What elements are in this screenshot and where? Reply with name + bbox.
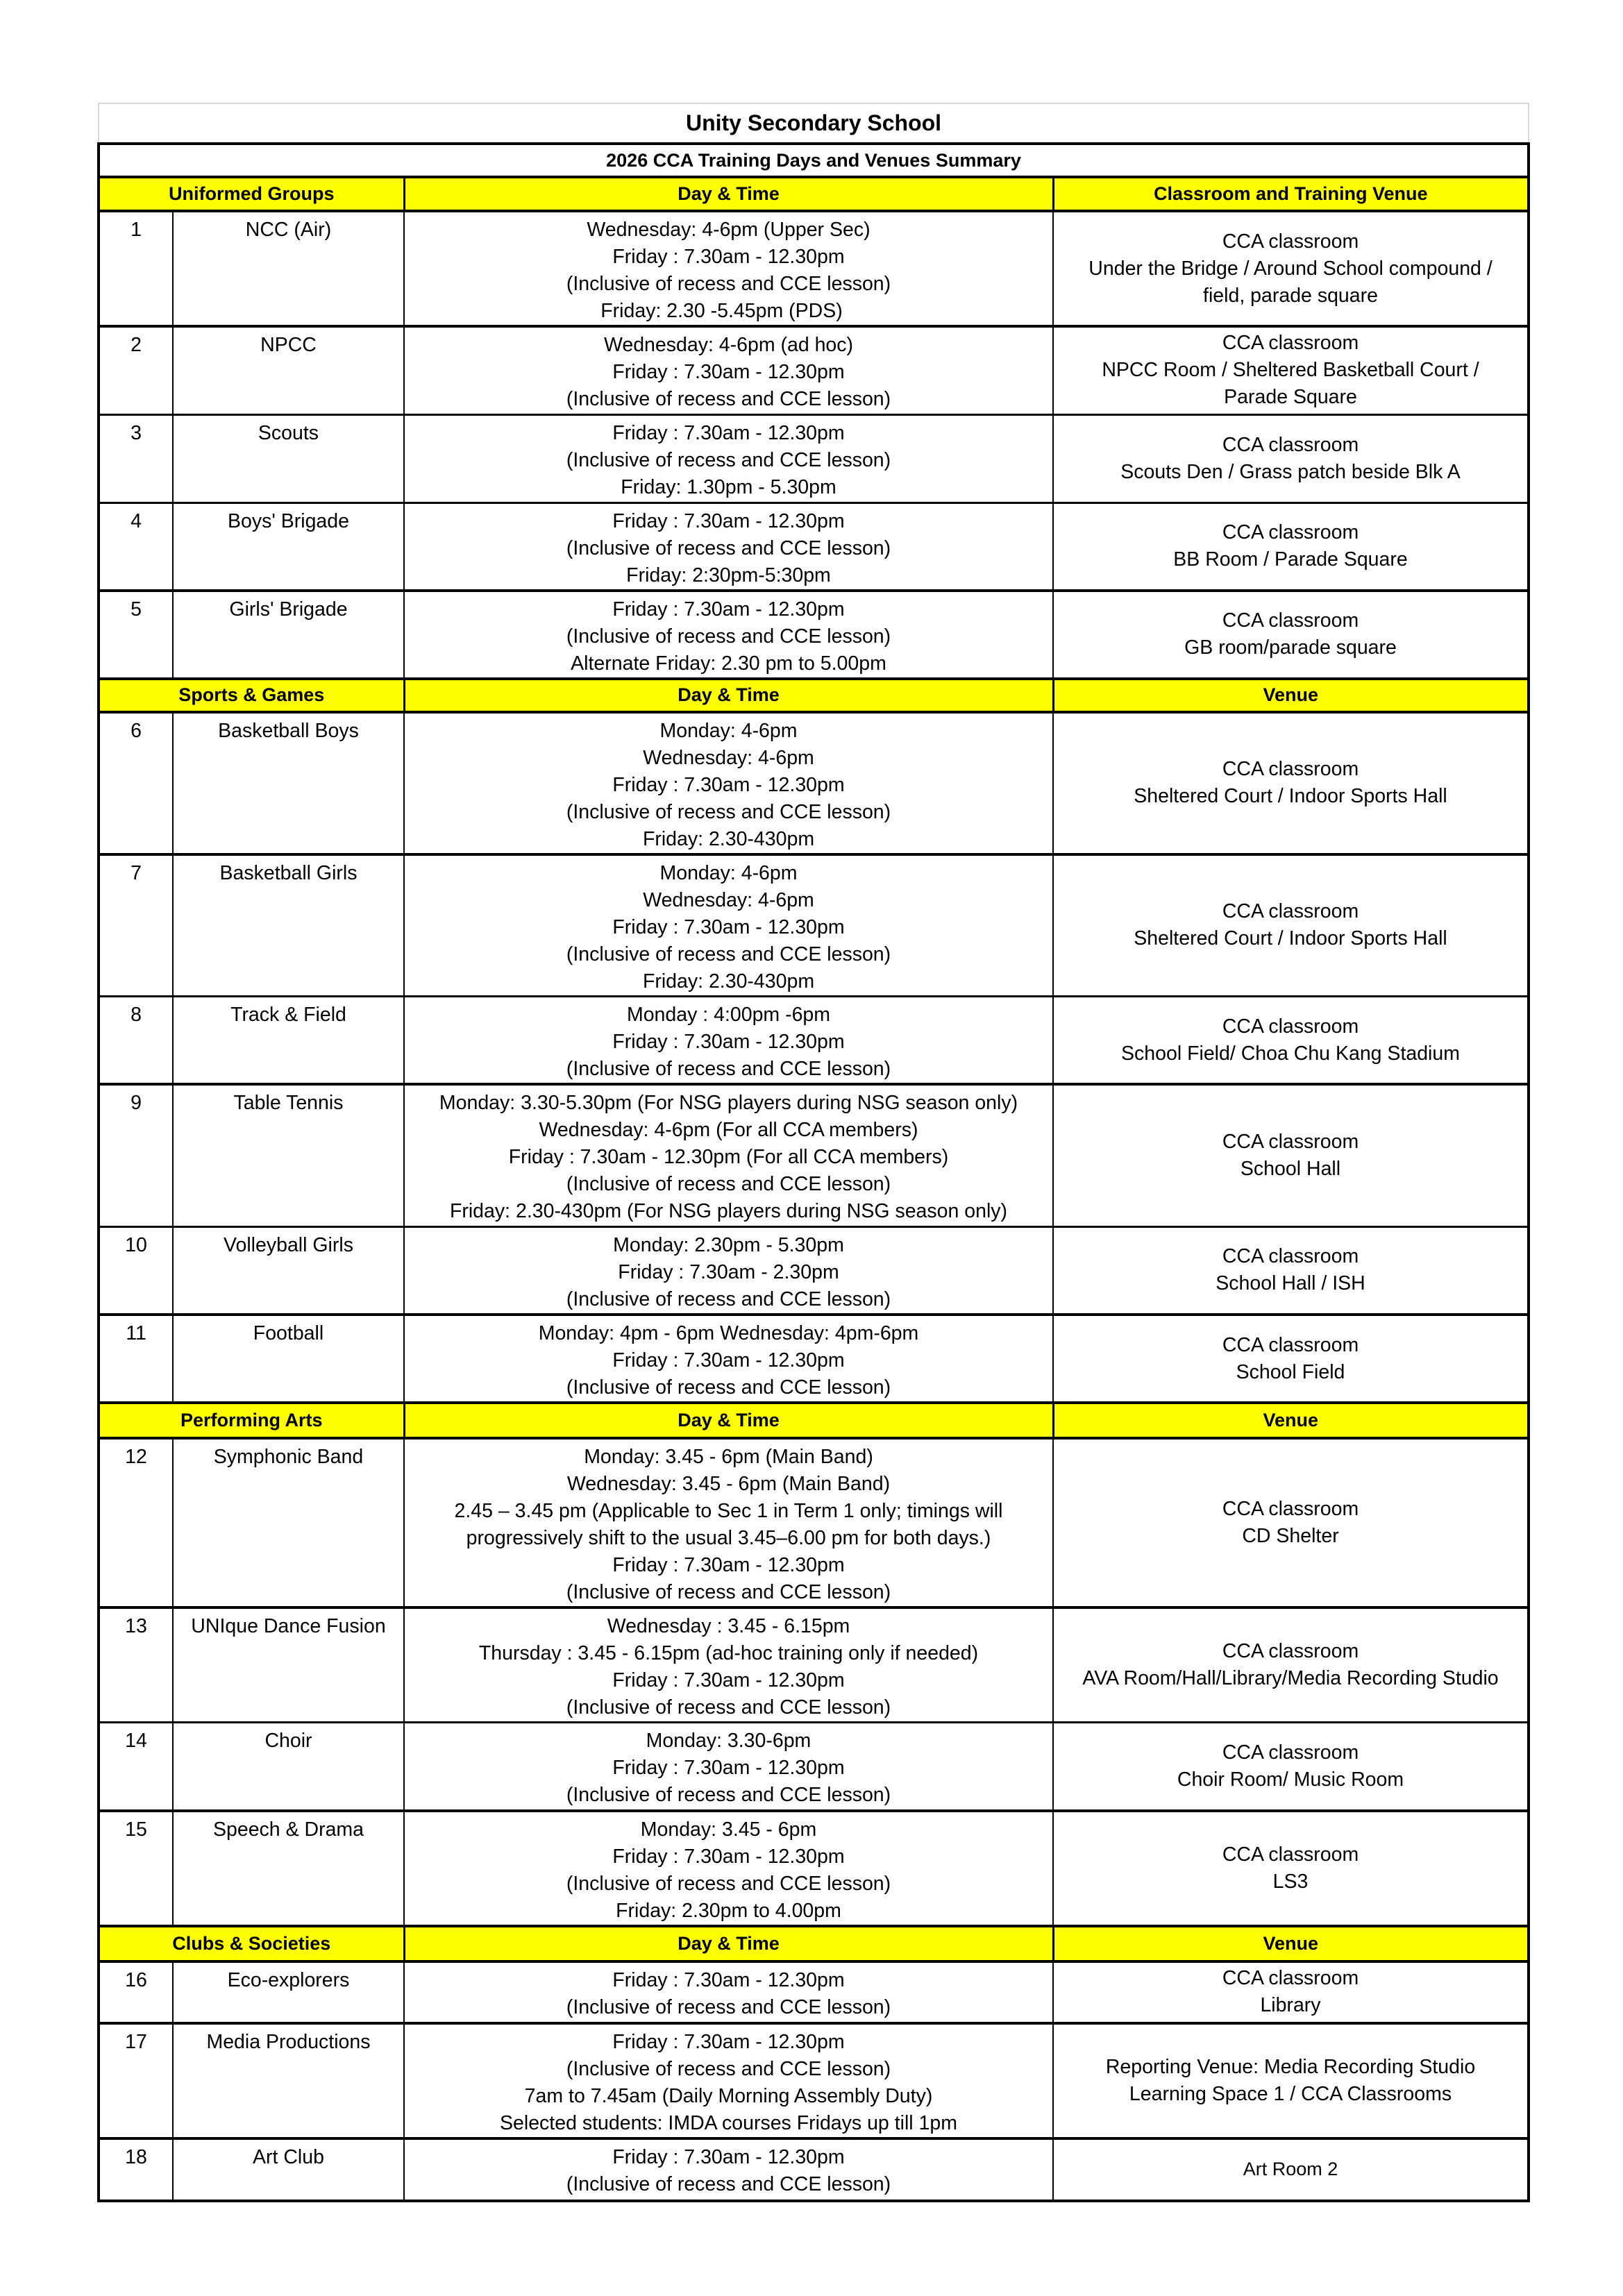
cca-name: Choir: [173, 1723, 404, 1811]
cca-number: 9: [99, 1084, 173, 1226]
cca-name: Media Productions: [173, 2023, 404, 2138]
day-time-header: Day & Time: [404, 1403, 1053, 1438]
venue-line: School Field: [1236, 1360, 1345, 1383]
venue-line: AVA Room/Hall/Library/Media Recording Studio: [1082, 1667, 1499, 1689]
schedule-line: Friday : 7.30am - 12.30pm: [612, 361, 845, 383]
section-header-row: [99, 1926, 1529, 1961]
venue-line: CCA classroom: [1222, 1130, 1359, 1153]
cca-name: Scouts: [173, 414, 404, 503]
schedule-line: Monday : 4:00pm -6pm: [626, 1004, 831, 1026]
cca-number: 7: [99, 854, 173, 997]
cca-venue: [1053, 2138, 1529, 2201]
cca-number: 15: [99, 1811, 173, 1926]
cca-name: Girls' Brigade: [173, 591, 404, 679]
schedule-line: Monday: 4-6pm: [659, 861, 798, 884]
schedule-line: (Inclusive of recess and CCE lesson): [566, 1288, 891, 1310]
schedule-line: Friday : 7.30am - 2.30pm: [618, 1260, 839, 1283]
schedule-line: Friday: 2.30pm to 4.00pm: [616, 1899, 841, 1922]
venue-line: Sheltered Court / Indoor Sports Hall: [1134, 927, 1447, 950]
cca-row: [99, 712, 1529, 854]
cca-name: Basketball Girls: [173, 854, 404, 997]
venue-line: CCA classroom: [1222, 332, 1359, 355]
cca-venue: [1053, 326, 1529, 414]
cca-venue: [1053, 1084, 1529, 1226]
schedule-line: Friday : 7.30am - 12.30pm: [612, 509, 845, 532]
schedule-line: Monday: 3.45 - 6pm (Main Band): [584, 1446, 873, 1468]
venue-line: NPCC Room / Sheltered Basketball Court / Parade Square: [1102, 359, 1479, 409]
section-name-header: Performing Arts: [99, 1403, 404, 1438]
venue-header: Classroom and Training Venue: [1053, 177, 1529, 211]
cca-venue: [1053, 854, 1529, 997]
venue-line: School Hall / ISH: [1216, 1272, 1365, 1295]
schedule-line: Friday : 7.30am - 12.30pm: [612, 598, 845, 621]
cca-name: Volleyball Girls: [173, 1226, 404, 1315]
section-header-row: [99, 679, 1529, 712]
cca-venue: [1053, 1723, 1529, 1811]
cca-number: 17: [99, 2023, 173, 2138]
venue-line: GB room/parade square: [1184, 636, 1397, 659]
cca-venue: [1053, 211, 1529, 326]
schedule-line: Friday : 7.30am - 12.30pm (For all CCA members): [508, 1146, 949, 1168]
schedule-line: Monday: 2.30pm - 5.30pm: [613, 1233, 844, 1256]
day-time-header: Day & Time: [404, 1926, 1053, 1961]
cca-venue: [1053, 1438, 1529, 1607]
schedule-line: (Inclusive of recess and CCE lesson): [566, 1872, 891, 1895]
schedule-line: Monday: 3.45 - 6pm: [640, 1818, 817, 1841]
document-subtitle: 2026 CCA Training Days and Venues Summary: [99, 144, 1529, 177]
cca-name: NCC (Air): [173, 211, 404, 326]
schedule-line: (Inclusive of recess and CCE lesson): [566, 2057, 891, 2080]
cca-number: 10: [99, 1226, 173, 1315]
venue-line: CCA classroom: [1222, 521, 1359, 543]
schedule-line: (Inclusive of recess and CCE lesson): [566, 1995, 891, 2018]
cca-row: [99, 1961, 1529, 2023]
schedule-line: Friday : 7.30am - 12.30pm: [612, 1031, 845, 1053]
schedule-line: (Inclusive of recess and CCE lesson): [566, 448, 891, 471]
schedule-line: Monday: 3.30-5.30pm (For NSG players during NSG season only): [439, 1092, 1018, 1114]
cca-number: 2: [99, 326, 173, 414]
cca-table: [97, 103, 1530, 2202]
venue-line: CCA classroom: [1222, 900, 1359, 923]
cca-number: 12: [99, 1438, 173, 1607]
cca-venue: [1053, 1961, 1529, 2023]
cca-schedule: [404, 1084, 1053, 1226]
cca-row: [99, 1438, 1529, 1607]
schedule-line: Friday : 7.30am - 12.30pm: [612, 246, 845, 268]
venue-line: CCA classroom: [1222, 758, 1359, 780]
schedule-line: (Inclusive of recess and CCE lesson): [566, 1581, 891, 1603]
venue-line: CCA classroom: [1222, 1843, 1359, 1866]
cca-name: Football: [173, 1315, 404, 1403]
cca-schedule: [404, 591, 1053, 679]
cca-row: [99, 1084, 1529, 1226]
schedule-line: Friday: 2.30-430pm: [642, 970, 815, 993]
venue-line: CCA classroom: [1222, 1498, 1359, 1520]
cca-number: 11: [99, 1315, 173, 1403]
cca-schedule: [404, 1438, 1053, 1607]
schedule-line: (Inclusive of recess and CCE lesson): [566, 1376, 891, 1399]
venue-line: School Hall: [1240, 1157, 1341, 1180]
cca-schedule: [404, 1226, 1053, 1315]
schedule-line: Wednesday: 3.45 - 6pm (Main Band): [566, 1473, 891, 1495]
cca-number: 14: [99, 1723, 173, 1811]
schedule-line: (Inclusive of recess and CCE lesson): [566, 1058, 891, 1080]
schedule-line: (Inclusive of recess and CCE lesson): [566, 1173, 891, 1195]
cca-number: 18: [99, 2138, 173, 2201]
schedule-line: (Inclusive of recess and CCE lesson): [566, 1784, 891, 1806]
schedule-line: Selected students: IMDA courses Fridays up till 1pm: [500, 2111, 957, 2134]
cca-name: Symphonic Band: [173, 1438, 404, 1607]
schedule-line: Friday : 7.30am - 12.30pm: [612, 773, 845, 796]
venue-line: Library: [1260, 1994, 1321, 2016]
subtitle-row: [99, 144, 1529, 177]
cca-row: [99, 2138, 1529, 2201]
cca-schedule: [404, 1811, 1053, 1926]
day-time-header: Day & Time: [404, 679, 1053, 712]
venue-line: Learning Space 1 / CCA Classrooms: [1129, 2082, 1452, 2105]
cca-row: [99, 997, 1529, 1085]
venue-line: LS3: [1272, 1870, 1309, 1893]
cca-name: Table Tennis: [173, 1084, 404, 1226]
cca-number: 6: [99, 712, 173, 854]
cca-schedule: [404, 2023, 1053, 2138]
cca-number: 8: [99, 997, 173, 1085]
cca-row: [99, 211, 1529, 326]
title-row: [99, 103, 1529, 144]
cca-schedule: [404, 1607, 1053, 1723]
venue-line: CCA classroom: [1222, 1333, 1359, 1356]
schedule-line: Wednesday: 4-6pm (Upper Sec): [587, 219, 871, 241]
schedule-line: (Inclusive of recess and CCE lesson): [566, 1696, 891, 1719]
venue-line: Reporting Venue: Media Recording Studio: [1105, 2055, 1476, 2078]
section-name-header: Clubs & Societies: [99, 1926, 404, 1961]
venue-line: School Field/ Choa Chu Kang Stadium: [1121, 1042, 1460, 1065]
cca-row: [99, 1607, 1529, 1723]
schedule-line: Friday : 7.30am - 12.30pm: [612, 2145, 845, 2168]
cca-row: [99, 1811, 1529, 1926]
cca-name: UNIque Dance Fusion: [173, 1607, 404, 1723]
cca-schedule: [404, 1315, 1053, 1403]
cca-name: Eco-explorers: [173, 1961, 404, 2023]
cca-number: 5: [99, 591, 173, 679]
section-name-header: Sports & Games: [99, 679, 404, 712]
schedule-line: Wednesday : 3.45 - 6.15pm: [607, 1615, 850, 1637]
section-header-row: [99, 177, 1529, 211]
schedule-line: Friday: 2:30pm-5:30pm: [626, 564, 831, 586]
cca-schedule: [404, 1961, 1053, 2023]
venue-line: Art Room 2: [1243, 2159, 1338, 2179]
schedule-line: Friday : 7.30am - 12.30pm: [612, 421, 845, 444]
venue-line: CCA classroom: [1222, 230, 1359, 253]
cca-row: [99, 326, 1529, 414]
cca-number: 3: [99, 414, 173, 503]
schedule-line: (Inclusive of recess and CCE lesson): [566, 800, 891, 823]
schedule-line: Friday : 7.30am - 12.30pm: [612, 1845, 845, 1868]
schedule-line: Alternate Friday: 2.30 pm to 5.00pm: [571, 652, 886, 675]
venue-line: BB Room / Parade Square: [1173, 548, 1408, 571]
cca-venue: [1053, 1315, 1529, 1403]
cca-row: [99, 503, 1529, 591]
cca-venue: [1053, 503, 1529, 591]
schedule-line: Monday: 4pm - 6pm Wednesday: 4pm-6pm: [538, 1322, 919, 1344]
schedule-line: Friday : 7.30am - 12.30pm: [612, 1757, 845, 1779]
schedule-line: Wednesday: 4-6pm: [643, 746, 814, 769]
venue-line: CD Shelter: [1242, 1525, 1339, 1547]
cca-venue: [1053, 1811, 1529, 1926]
venue-line: CCA classroom: [1222, 1741, 1359, 1764]
cca-venue: [1053, 997, 1529, 1085]
day-time-header: Day & Time: [404, 177, 1053, 211]
cca-venue: [1053, 1226, 1529, 1315]
cca-row: [99, 2023, 1529, 2138]
cca-name: Art Club: [173, 2138, 404, 2201]
schedule-line: (Inclusive of recess and CCE lesson): [566, 388, 891, 410]
cca-schedule: [404, 414, 1053, 503]
cca-row: [99, 414, 1529, 503]
schedule-line: (Inclusive of recess and CCE lesson): [566, 943, 891, 965]
cca-number: 1: [99, 211, 173, 326]
schedule-line: Friday : 7.30am - 12.30pm: [612, 1968, 845, 1991]
school-title: Unity Secondary School: [99, 103, 1529, 144]
schedule-line: Friday : 7.30am - 12.30pm: [612, 1349, 845, 1371]
schedule-line: Wednesday: 4-6pm (For all CCA members): [539, 1119, 918, 1141]
cca-venue: [1053, 1607, 1529, 1723]
venue-line: Sheltered Court / Indoor Sports Hall: [1134, 785, 1447, 807]
cca-name: NPCC: [173, 326, 404, 414]
schedule-line: Friday : 7.30am - 12.30pm: [612, 1669, 845, 1691]
cca-schedule: [404, 997, 1053, 1085]
schedule-line: Monday: 3.30-6pm: [646, 1730, 812, 1752]
section-header-row: [99, 1403, 1529, 1438]
cca-name: Track & Field: [173, 997, 404, 1085]
schedule-line: (Inclusive of recess and CCE lesson): [566, 273, 891, 295]
schedule-line: (Inclusive of recess and CCE lesson): [566, 2172, 891, 2195]
cca-row: [99, 1226, 1529, 1315]
cca-row: [99, 591, 1529, 679]
schedule-line: Friday: 2.30-430pm: [642, 827, 815, 850]
venue-header: Venue: [1053, 679, 1529, 712]
venue-line: CCA classroom: [1222, 433, 1359, 456]
schedule-line: Wednesday: 4-6pm (ad hoc): [603, 334, 854, 356]
schedule-line: Friday: 2.30-430pm (For NSG players during NSG season only): [449, 1200, 1008, 1222]
cca-venue: [1053, 712, 1529, 854]
cca-schedule: [404, 503, 1053, 591]
venue-line: Under the Bridge / Around School compound / field, parade square: [1088, 257, 1492, 307]
venue-line: CCA classroom: [1222, 1640, 1359, 1662]
venue-line: CCA classroom: [1222, 1967, 1359, 1989]
venue-line: CCA classroom: [1222, 609, 1359, 632]
cca-number: 16: [99, 1961, 173, 2023]
cca-row: [99, 1315, 1529, 1403]
schedule-line: Wednesday: 4-6pm: [643, 888, 814, 911]
schedule-line: 2.45 – 3.45 pm (Applicable to Sec 1 in Term 1 only; timings will progressively shift to the usual 3.45–6.00 pm for both days.): [454, 1500, 1003, 1549]
cca-name: Boys' Brigade: [173, 503, 404, 591]
schedule-line: Friday : 7.30am - 12.30pm: [612, 2030, 845, 2053]
schedule-line: 7am to 7.45am (Daily Morning Assembly Duty): [524, 2084, 933, 2107]
cca-number: 4: [99, 503, 173, 591]
cca-venue: [1053, 591, 1529, 679]
cca-row: [99, 1723, 1529, 1811]
venue-line: CCA classroom: [1222, 1245, 1359, 1268]
schedule-line: (Inclusive of recess and CCE lesson): [566, 537, 891, 559]
venue-line: CCA classroom: [1222, 1015, 1359, 1038]
cca-venue: [1053, 414, 1529, 503]
schedule-line: Friday: 2.30 -5.45pm (PDS): [600, 300, 843, 322]
cca-name: Speech & Drama: [173, 1811, 404, 1926]
cca-name: Basketball Boys: [173, 712, 404, 854]
venue-header: Venue: [1053, 1926, 1529, 1961]
schedule-line: Thursday : 3.45 - 6.15pm (ad-hoc training only if needed): [478, 1642, 979, 1664]
cca-row: [99, 854, 1529, 997]
schedule-line: Friday : 7.30am - 12.30pm: [612, 915, 845, 938]
schedule-line: (Inclusive of recess and CCE lesson): [566, 625, 891, 648]
cca-summary-sheet: [97, 103, 1527, 2202]
venue-line: Scouts Den / Grass patch beside Blk A: [1120, 460, 1461, 483]
cca-schedule: [404, 2138, 1053, 2201]
cca-schedule: [404, 712, 1053, 854]
schedule-line: Monday: 4-6pm: [659, 719, 798, 742]
cca-schedule: [404, 326, 1053, 414]
section-name-header: Uniformed Groups: [99, 177, 404, 211]
schedule-line: Friday : 7.30am - 12.30pm: [612, 1554, 845, 1576]
cca-schedule: [404, 854, 1053, 997]
cca-venue: [1053, 2023, 1529, 2138]
schedule-line: Friday: 1.30pm - 5.30pm: [621, 475, 836, 498]
cca-schedule: [404, 211, 1053, 326]
cca-schedule: [404, 1723, 1053, 1811]
venue-line: Choir Room/ Music Room: [1177, 1768, 1404, 1791]
venue-header: Venue: [1053, 1403, 1529, 1438]
cca-number: 13: [99, 1607, 173, 1723]
